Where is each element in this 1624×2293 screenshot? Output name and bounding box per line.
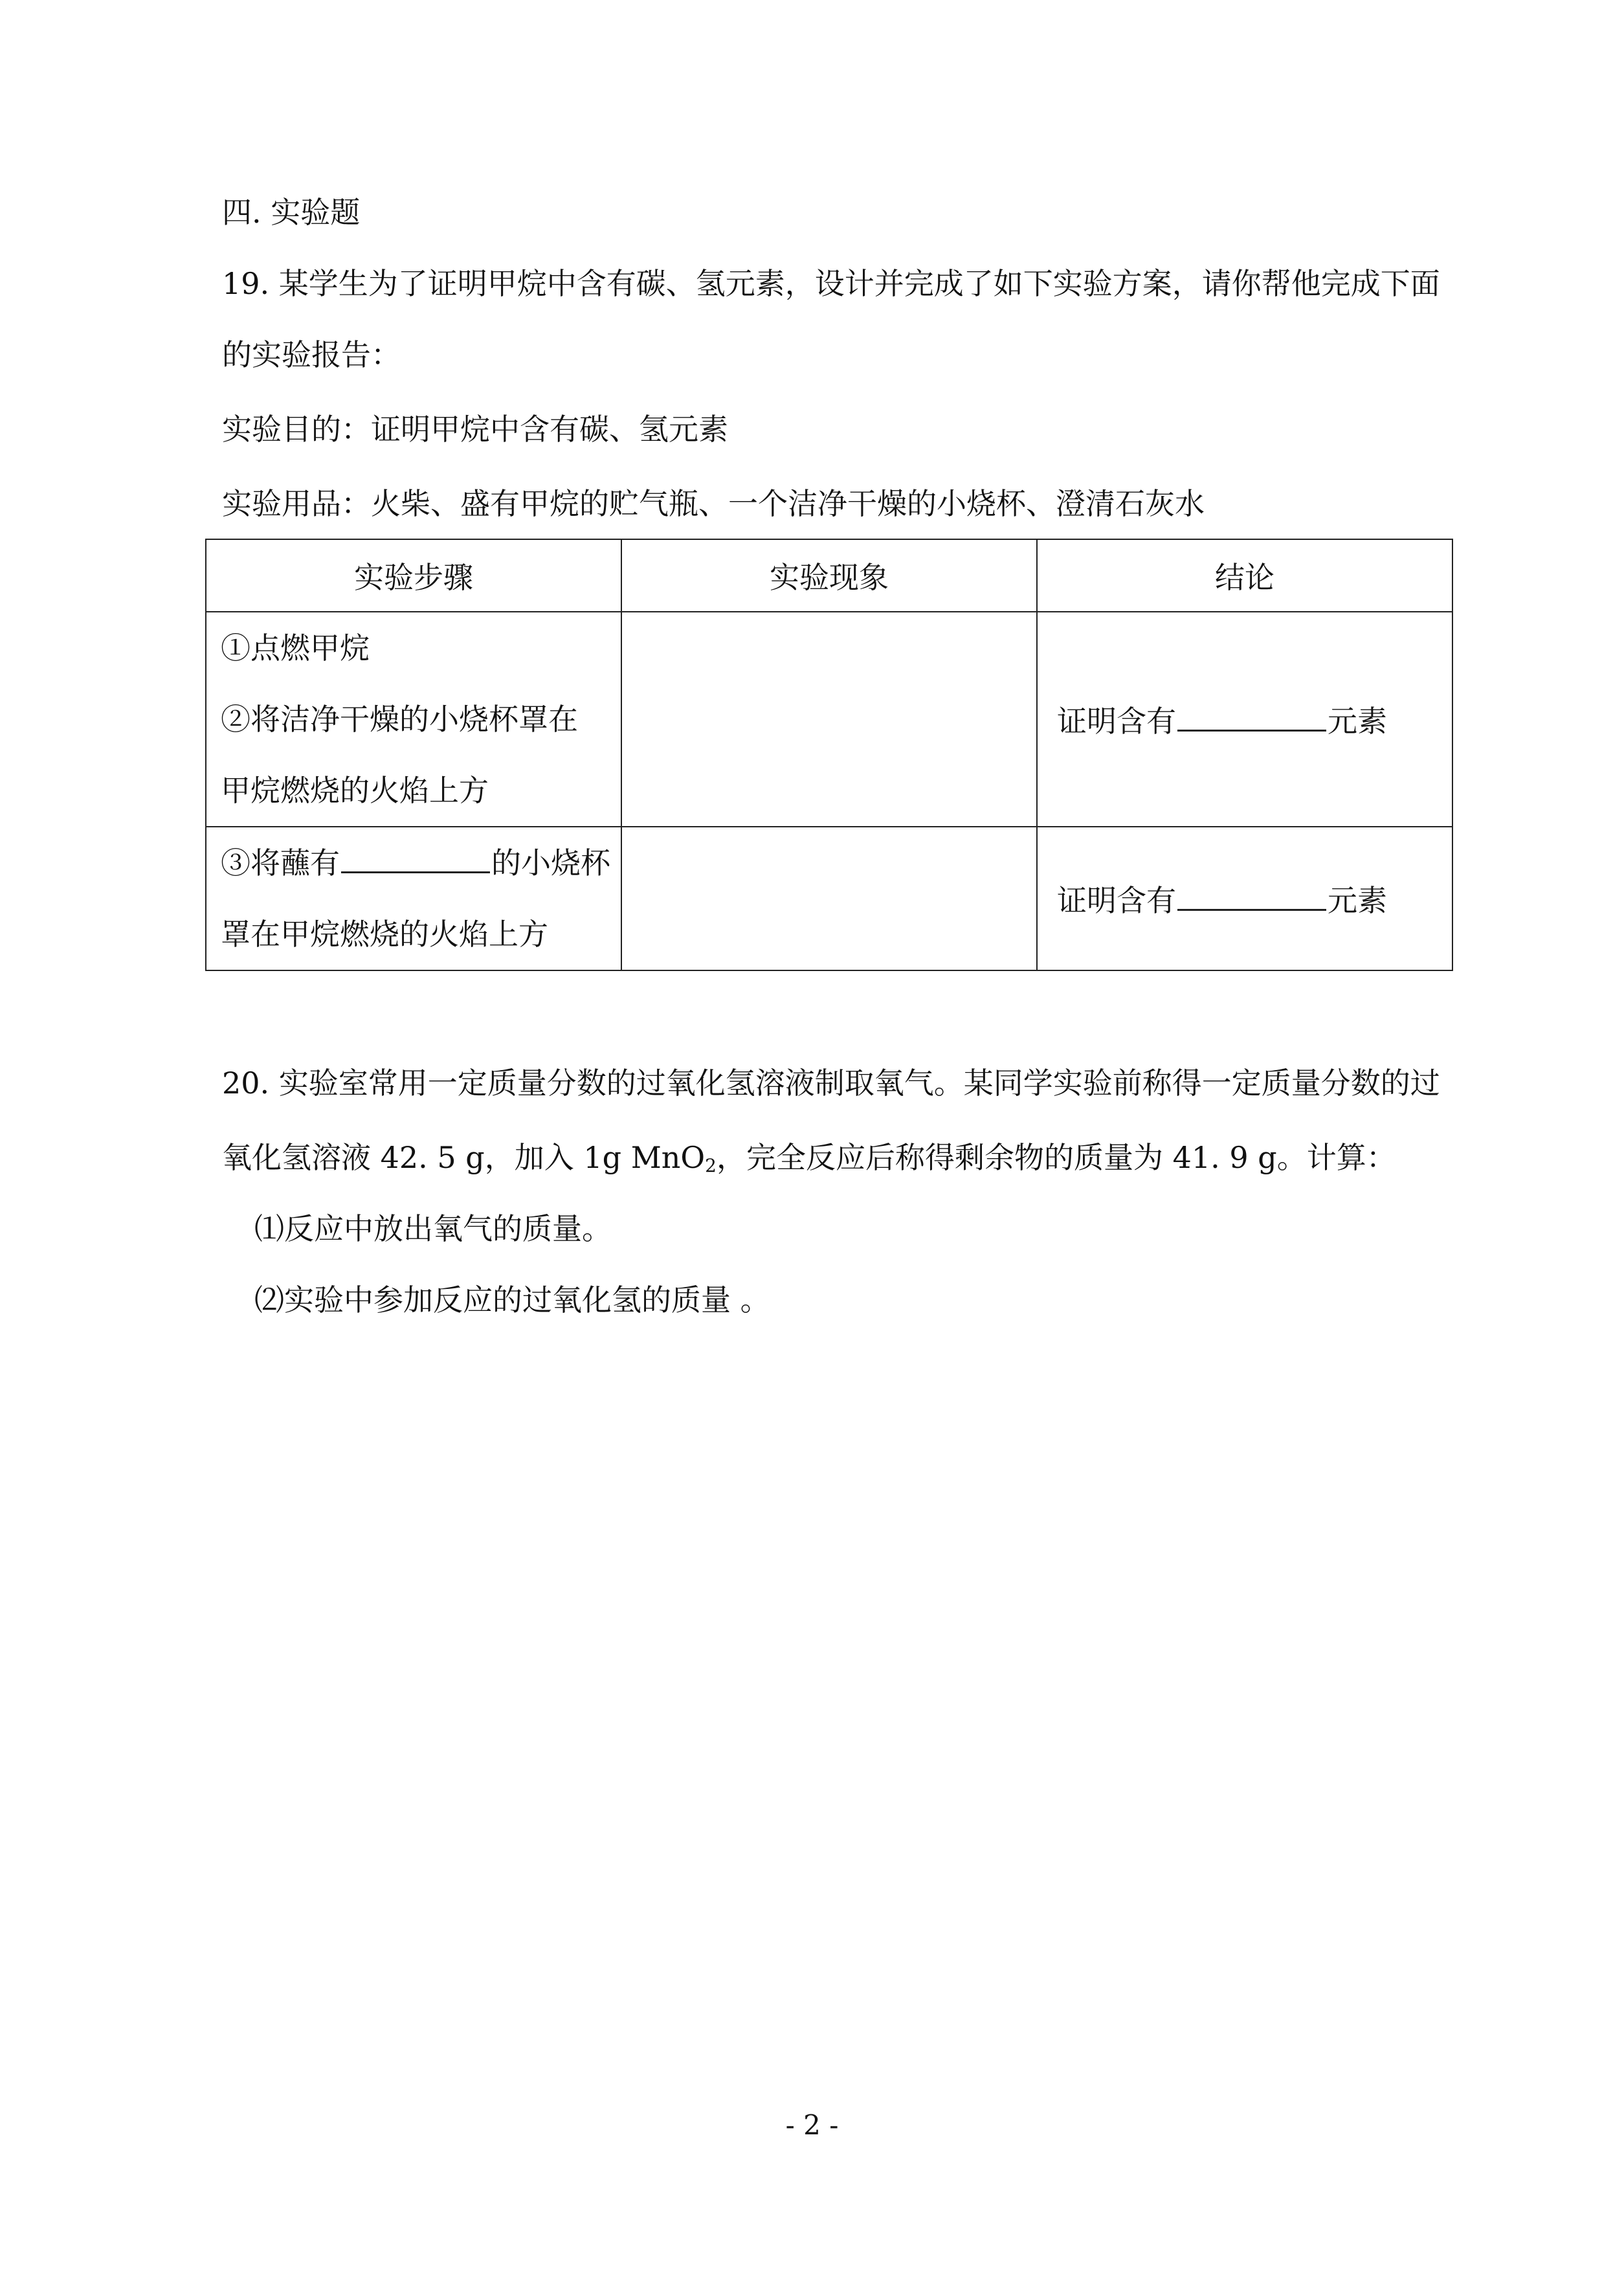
question-19-text-line2: 的实验报告： — [222, 337, 401, 372]
row1-conclusion-blank[interactable] — [1177, 700, 1326, 732]
question-20-subquestion-1: ⑴反应中放出氧气的质量。 — [254, 1211, 612, 1246]
row2-phenomenon-cell[interactable] — [621, 827, 1037, 970]
row2-steps-cell — [206, 827, 621, 970]
table-row — [206, 612, 1452, 827]
page-number: - 2 - — [785, 2109, 839, 2141]
mno2-subscript: 2 — [705, 1155, 717, 1176]
experiment-supplies: 实验用品：火柴、盛有甲烷的贮气瓶、一个洁净干燥的小烧杯、澄清石灰水 — [222, 486, 1205, 521]
table-row — [206, 827, 1452, 970]
row2-conclusion-blank[interactable] — [1177, 879, 1326, 911]
question-20-text-line1: 20. 实验室常用一定质量分数的过氧化氢溶液制取氧气。某同学实验前称得一定质量分数的过 — [222, 1066, 1440, 1101]
row1-step-line: ①点燃甲烷 — [221, 631, 370, 666]
row2-conclusion-cell — [1037, 827, 1452, 970]
row1-steps-cell — [206, 612, 621, 827]
row1-conclusion-cell — [1037, 612, 1452, 827]
row2-step-prefix: ③将蘸有 — [221, 845, 340, 880]
row1-conclusion-suffix: 元素 — [1328, 704, 1387, 739]
row2-conclusion-prefix: 证明含有 — [1057, 883, 1176, 918]
q20-line2-prefix: 氧化氢溶液 42. 5 g，加入 1g MnO — [222, 1140, 706, 1175]
table-header-steps: 实验步骤 — [206, 539, 621, 612]
experiment-report-table — [205, 539, 1453, 971]
table-header-phenomenon: 实验现象 — [621, 539, 1037, 612]
question-19-text-line1: 19. 某学生为了证明甲烷中含有碳、氢元素，设计并完成了如下实验方案，请你帮他完成下面 — [222, 266, 1440, 301]
question-20-subquestion-2: ⑵实验中参加反应的过氧化氢的质量 。 — [254, 1282, 770, 1317]
section-title: 四. 实验题 — [222, 195, 361, 230]
table-header-conclusion: 结论 — [1037, 539, 1452, 612]
row2-step-line1 — [221, 827, 621, 899]
row1-phenomenon-cell[interactable] — [621, 612, 1037, 827]
row2-step-suffix: 的小烧杯 — [491, 845, 610, 880]
row2-step-line2: 罩在甲烷燃烧的火焰上方 — [221, 917, 548, 952]
question-20-text-line2 — [222, 1138, 1396, 1185]
row1-step-line: ②将洁净干燥的小烧杯罩在 — [221, 702, 578, 737]
row2-conclusion-suffix: 元素 — [1328, 883, 1387, 918]
experiment-purpose: 实验目的：证明甲烷中含有碳、氢元素 — [222, 412, 728, 447]
row2-step-blank[interactable] — [341, 842, 490, 873]
row1-step-line: 甲烷燃烧的火焰上方 — [221, 773, 489, 808]
row1-conclusion-prefix: 证明含有 — [1057, 704, 1176, 739]
q20-line2-suffix: ，完全反应后称得剩余物的质量为 41. 9 g。计算： — [716, 1140, 1396, 1175]
